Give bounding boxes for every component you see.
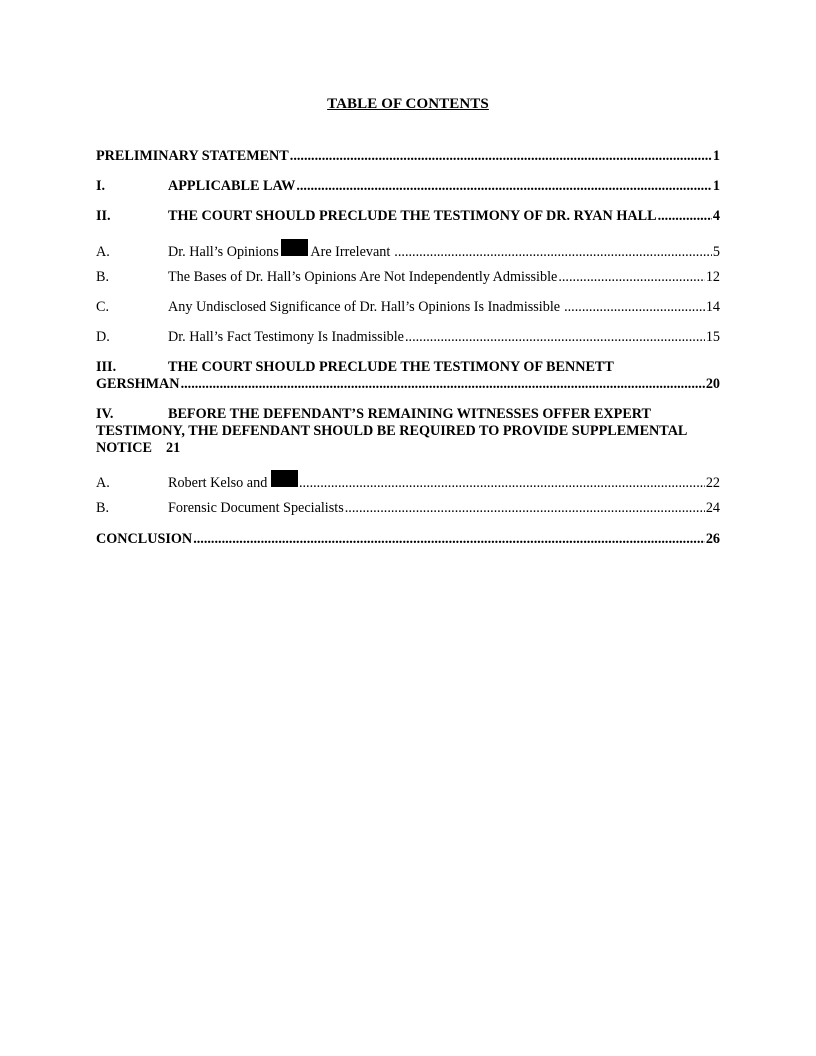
toc-entry-number: C. [96, 299, 110, 315]
redaction-box [271, 470, 298, 487]
toc-entry-text-line2: GERSHMAN [96, 376, 180, 392]
toc-page-number: 1 [712, 178, 720, 194]
toc-entry-hall-opinions-irrelevant [96, 239, 720, 261]
toc-entry-number: IV. [96, 406, 114, 422]
toc-entry-number: III. [96, 359, 117, 375]
toc-page-number: 24 [705, 500, 720, 516]
leader-dots [181, 376, 705, 393]
toc-entry-text-line3: NOTICE [96, 440, 152, 456]
toc-entry-text: Dr. Hall’s Fact Testimony Is Inadmissible [168, 329, 404, 345]
toc-entry-supplemental-notice [96, 406, 720, 457]
toc-page-number: 20 [705, 376, 720, 392]
toc-entry-text-before: Robert Kelso and [168, 475, 268, 491]
toc-entry-undisclosed-significance [96, 299, 720, 316]
toc-entry-number: II. [96, 208, 111, 224]
toc-entry-number: D. [96, 329, 110, 345]
leader-dots [394, 244, 712, 261]
toc-entry-text-line1: THE COURT SHOULD PRECLUDE THE TESTIMONY OF BENNETT [168, 359, 614, 375]
toc-entry-preclude-gershman [96, 359, 720, 393]
toc-entry-text: Any Undisclosed Significance of Dr. Hall’s Opinions Is Inadmissible [168, 299, 561, 315]
toc-page-number: 5 [712, 244, 720, 260]
toc-entry-text: PRELIMINARY STATEMENT [96, 148, 289, 164]
toc-page-number: 1 [712, 148, 720, 164]
toc-entry-text-after: Are Irrelevant [310, 244, 391, 260]
toc-entry-number: B. [96, 269, 110, 285]
toc-page-number: 12 [705, 269, 720, 285]
toc-page-number: 15 [705, 329, 720, 345]
toc-entry-number: A. [96, 244, 110, 260]
toc-entry-number: I. [96, 178, 106, 194]
leader-dots [558, 269, 704, 286]
toc-entry-applicable-law [96, 178, 720, 195]
toc-entry-number: A. [96, 475, 110, 491]
leader-dots [193, 531, 705, 548]
toc-entry-conclusion [96, 531, 720, 548]
toc-entry-text: THE COURT SHOULD PRECLUDE THE TESTIMONY OF DR. RYAN HALL [168, 208, 657, 224]
toc-entry-text: CONCLUSION [96, 531, 193, 547]
toc-entry-text: Forensic Document Specialists [168, 500, 344, 516]
toc-entry-text: The Bases of Dr. Hall’s Opinions Are Not Independently Admissible [168, 269, 558, 285]
toc-entry-text-before: Dr. Hall’s Opinions [168, 244, 279, 260]
toc-entry-bases-not-admissible [96, 269, 720, 286]
toc-entry-text-line1: BEFORE THE DEFENDANT’S REMAINING WITNESSES OFFER EXPERT [168, 406, 652, 422]
toc-entry-text-line2: TESTIMONY, THE DEFENDANT SHOULD BE REQUIRED TO PROVIDE SUPPLEMENTAL [96, 423, 688, 439]
toc-entry-fact-testimony [96, 329, 720, 346]
toc-title: TABLE OF CONTENTS [327, 96, 489, 112]
leader-dots [296, 178, 712, 195]
toc-entry-preclude-hall [96, 208, 720, 225]
toc-entry-kelso [96, 470, 720, 492]
leader-dots [564, 299, 705, 316]
toc-page-number: 22 [705, 475, 720, 491]
leader-dots [299, 475, 705, 492]
leader-dots [345, 500, 705, 517]
toc-page-number: 4 [712, 208, 720, 224]
toc-entry-number: B. [96, 500, 110, 516]
leader-dots [658, 208, 712, 225]
toc-page-number: 21 [165, 440, 181, 456]
redaction-box [281, 239, 309, 256]
toc-entry-preliminary-statement [96, 148, 720, 165]
leader-dots [290, 148, 712, 165]
toc-page-number: 14 [705, 299, 720, 315]
leader-dots [405, 329, 705, 346]
toc-page-number: 26 [705, 531, 720, 547]
toc-entry-text: APPLICABLE LAW [168, 178, 296, 194]
toc-entry-forensic-specialists [96, 500, 720, 517]
